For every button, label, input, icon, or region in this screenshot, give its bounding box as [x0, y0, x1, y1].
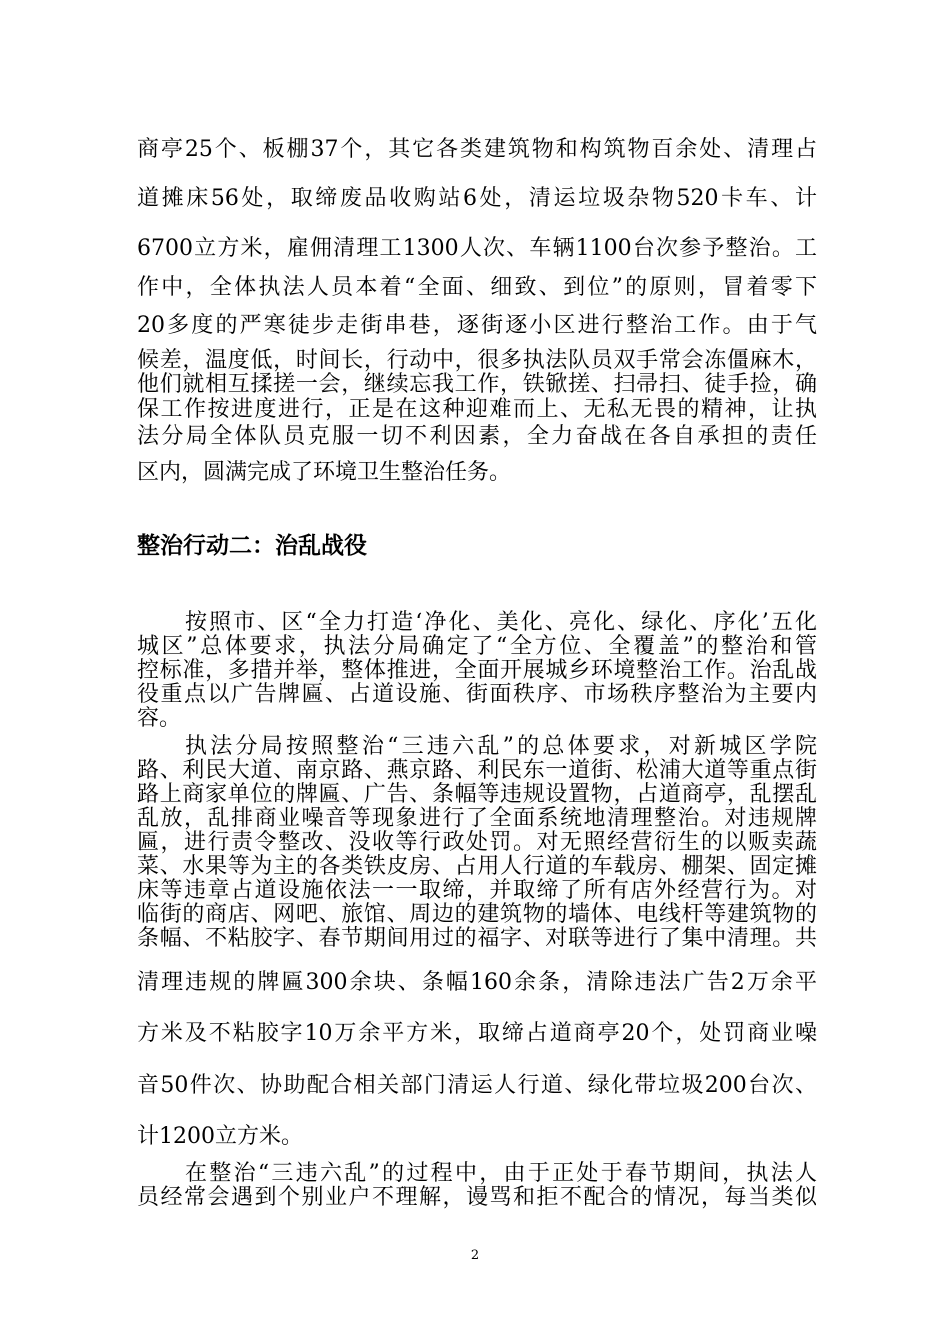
- paragraph-line: 条幅、不粘胶字、春节期间用过的福字、对联等进行了集中清理。共: [137, 926, 817, 951]
- paragraph-line: 临街的商店、网吧、旅馆、周边的建筑物的墙体、电线杆等建筑物的: [137, 902, 817, 927]
- paragraph-line: 方米及不粘胶字10万余平方米，取缔占道商亭20个，处罚商业噪: [137, 1021, 817, 1046]
- paragraph-line: 音50件次、协助配合相关部门清运人行道、绿化带垃圾200台次、: [137, 1073, 817, 1098]
- paragraph-line: 床等违章占道设施依法一一取缔，并取缔了所有店外经营行为。对: [137, 878, 817, 903]
- page-number: 2: [470, 1248, 480, 1263]
- paragraph-line: 道摊床56处，取缔废品收购站6处，清运垃圾杂物520卡车、计: [137, 186, 817, 211]
- paragraph-line: 他们就相互揉搓一会，继续忘我工作，铁锨搓、扫帚扫、徒手捡，确: [137, 372, 817, 397]
- paragraph-line: 清理违规的牌匾300余块、条幅160余条，清除违法广告2万余平: [137, 970, 817, 995]
- paragraph-line: 路、利民大道、南京路、燕京路、利民东一道街、松浦大道等重点街: [137, 758, 817, 783]
- paragraph-line: 按照市、区“全力打造‘净化、美化、亮化、绿化、序化’五化: [185, 610, 817, 635]
- paragraph-line: 执法分局按照整治“三违六乱”的总体要求，对新城区学院: [185, 734, 817, 759]
- paragraph-line: 候差，温度低，时间长，行动中，很多执法队员双手常会冻僵麻木，: [137, 348, 817, 373]
- paragraph-line: 作中，全体执法人员本着“全面、细致、到位”的原则，冒着零下: [137, 275, 817, 300]
- paragraph-line: 法分局全体队员克服一切不利因素，全力奋战在各自承担的责任: [137, 424, 817, 449]
- paragraph-line: 计1200立方米。: [137, 1124, 303, 1149]
- paragraph-line: 路上商家单位的牌匾、广告、条幅等违规设置物，占道商亭，乱摆乱: [137, 782, 817, 807]
- paragraph-line: 匾，进行责令整改、没收等行政处罚。对无照经营衍生的以贩卖蔬: [137, 830, 817, 855]
- paragraph-line: 菜、水果等为主的各类铁皮房、占用人行道的车载房、棚架、固定摊: [137, 854, 817, 879]
- paragraph-line: 区内，圆满完成了环境卫生整治任务。: [137, 460, 512, 485]
- paragraph-line: 员经常会遇到个别业户不理解，谩骂和拒不配合的情况，每当类似: [137, 1185, 817, 1210]
- paragraph-line: 商亭25个、板棚37个，其它各类建筑物和构筑物百余处、清理占: [137, 137, 817, 162]
- section-heading: 整治行动二：治乱战役: [137, 533, 367, 559]
- paragraph-line: 保工作按进度进行，正是在这种迎难而上、无私无畏的精神，让执: [137, 397, 817, 422]
- paragraph-line: 6700立方米，雇佣清理工1300人次、车辆1100台次参予整治。工: [137, 236, 817, 261]
- paragraph-line: 役重点以广告牌匾、占道设施、街面秩序、市场秩序整治为主要内: [137, 682, 817, 707]
- paragraph-line: 容。: [137, 706, 182, 731]
- paragraph-line: 在整治“三违六乱”的过程中，由于正处于春节期间，执法人: [185, 1161, 817, 1186]
- paragraph-line: 20多度的严寒徒步走街串巷，逐街逐小区进行整治工作。由于气: [137, 313, 817, 338]
- paragraph-line: 乱放，乱排商业噪音等现象进行了全面系统地清理整治。对违规牌: [137, 806, 817, 831]
- paragraph-line: 城区”总体要求，执法分局确定了“全方位、全覆盖”的整治和管: [137, 634, 817, 659]
- paragraph-line: 控标准，多措并举，整体推进，全面开展城乡环境整治工作。治乱战: [137, 658, 817, 683]
